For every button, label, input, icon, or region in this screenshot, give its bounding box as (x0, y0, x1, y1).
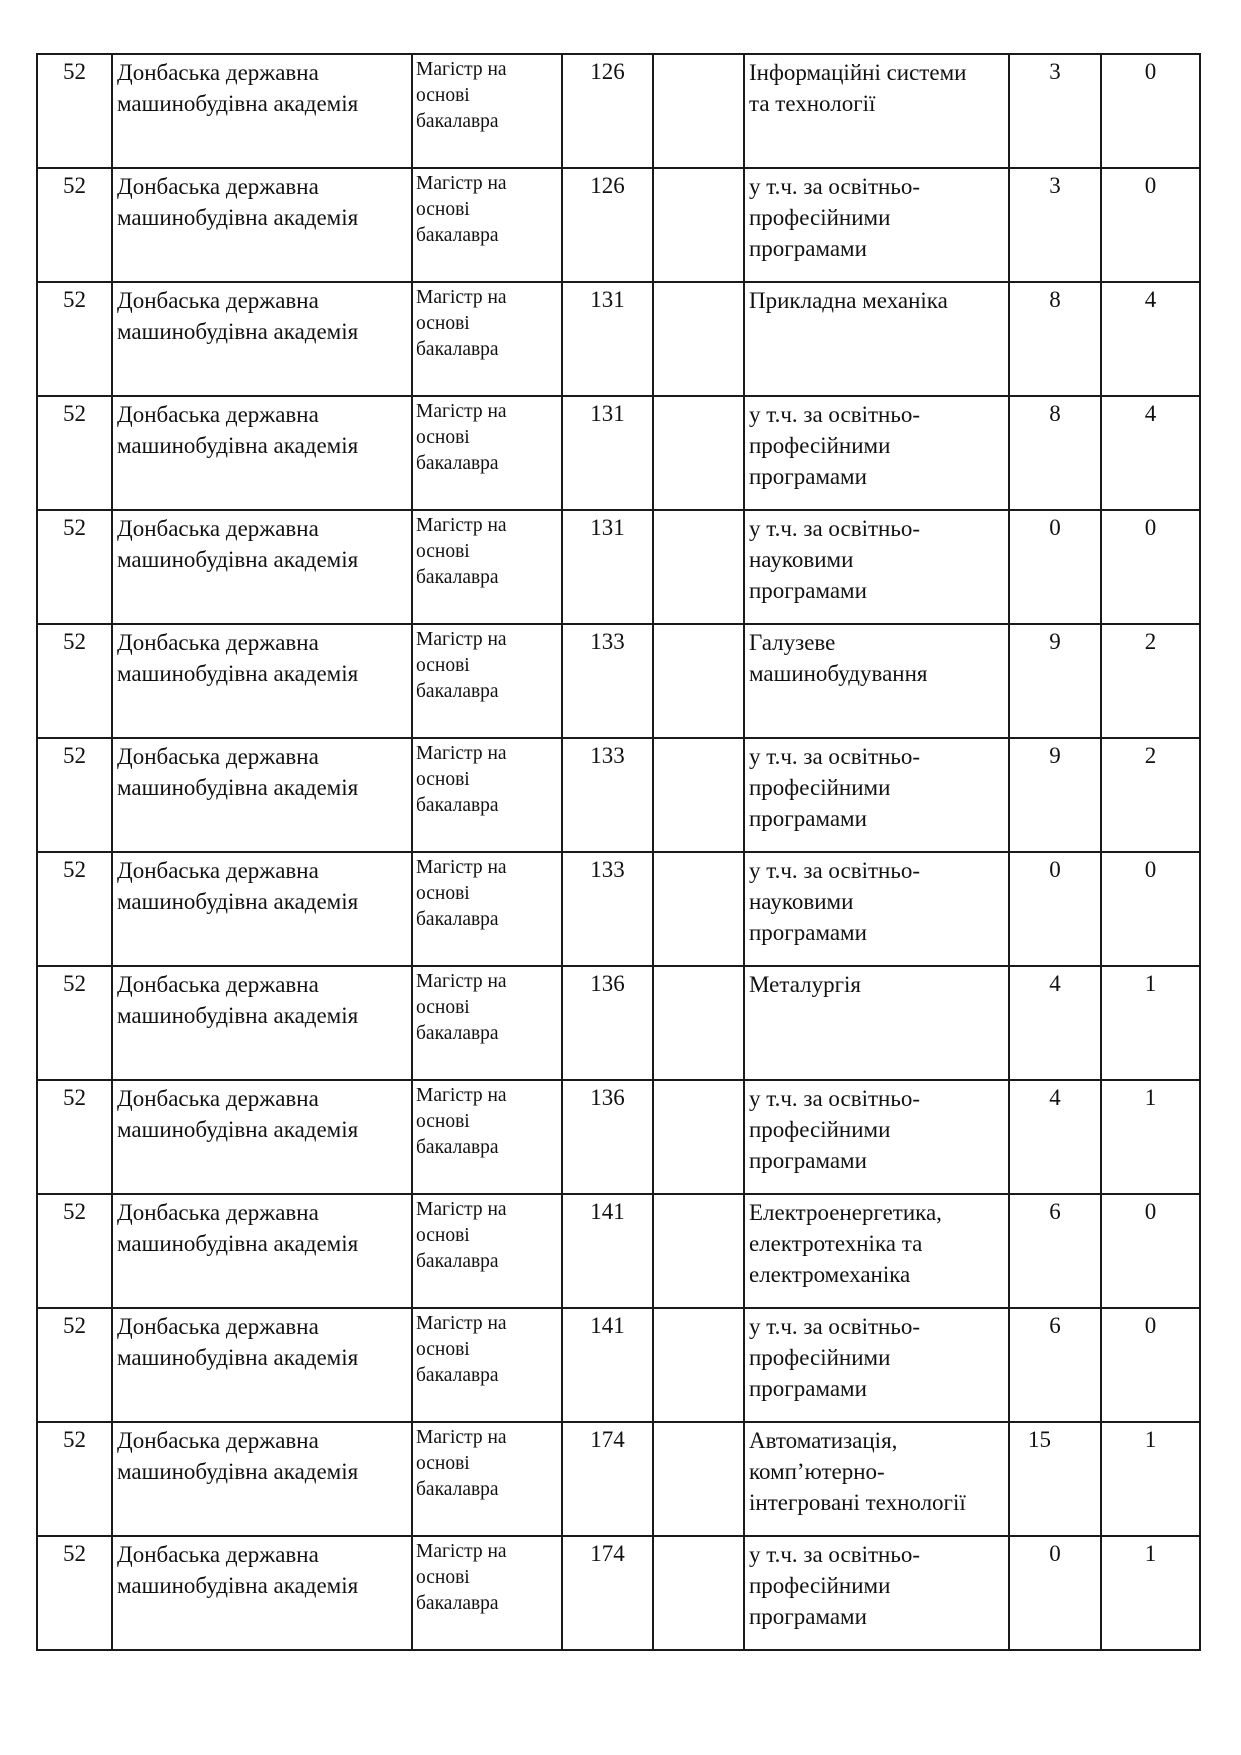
specialty-name: у т.ч. за освітньо- науковими програмами (749, 516, 920, 603)
count-a-cell (1009, 1422, 1101, 1536)
count-b: 0 (1144, 1199, 1157, 1224)
specialty-code: 136 (590, 971, 625, 996)
institution-name: Донбаська державна машинобудівна академія (117, 174, 359, 230)
count-a-cell (1009, 396, 1101, 510)
table-row (37, 966, 1200, 1080)
institution-name: Донбаська державна машинобудівна академія (117, 744, 359, 800)
institution-number: 52 (63, 173, 86, 198)
table-row (37, 282, 1200, 396)
institution-name: Донбаська державна машинобудівна академія (117, 402, 359, 458)
specialty-name-cell (744, 738, 1009, 852)
specialty-name-cell (744, 54, 1009, 168)
degree-level: Магістр на основі бакалавра (416, 401, 507, 474)
degree-level: Магістр на основі бакалавра (416, 629, 507, 702)
count-a: 0 (1049, 857, 1061, 882)
admissions-table (36, 53, 1201, 1651)
count-b-cell (1101, 852, 1200, 966)
count-b: 1 (1144, 971, 1157, 996)
institution-name: Донбаська державна машинобудівна академія (117, 630, 359, 686)
table-row (37, 738, 1200, 852)
count-b-cell (1101, 1536, 1200, 1650)
specialty-name-cell (744, 624, 1009, 738)
count-b: 1 (1144, 1085, 1157, 1110)
specialty-name-cell (744, 282, 1009, 396)
institution-name-cell (112, 1422, 412, 1536)
specialty-code: 136 (590, 1085, 625, 1110)
institution-name-cell (112, 1536, 412, 1650)
institution-name-cell (112, 738, 412, 852)
empty-value (654, 1423, 743, 1533)
table-row (37, 1080, 1200, 1194)
institution-name: Донбаська державна машинобудівна академія (117, 1200, 359, 1256)
count-a-cell (1009, 738, 1101, 852)
degree-level: Магістр на основі бакалавра (416, 1313, 507, 1386)
degree-level: Магістр на основі бакалавра (416, 971, 507, 1044)
degree-cell (412, 1536, 562, 1650)
empty-value (654, 1309, 743, 1419)
empty-cell (653, 510, 744, 624)
institution-number-cell (37, 396, 112, 510)
specialty-name: у т.ч. за освітньо- професійними програмами (749, 1542, 920, 1629)
count-b: 0 (1144, 173, 1157, 198)
empty-cell (653, 1308, 744, 1422)
count-a: 0 (1049, 1541, 1061, 1566)
specialty-code: 174 (590, 1541, 625, 1566)
degree-level: Магістр на основі бакалавра (416, 1427, 507, 1500)
institution-name: Донбаська державна машинобудівна академія (117, 1314, 359, 1370)
table-body (37, 54, 1200, 1650)
table-row (37, 54, 1200, 168)
table-row (37, 1194, 1200, 1308)
specialty-name: Галузеве машинобудування (749, 630, 928, 686)
specialty-code-cell (562, 1080, 653, 1194)
institution-name-cell (112, 1194, 412, 1308)
empty-value (654, 511, 743, 621)
specialty-name: у т.ч. за освітньо- професійними програмами (749, 1086, 920, 1173)
specialty-name-cell (744, 1080, 1009, 1194)
institution-number: 52 (63, 1541, 86, 1566)
count-a: 3 (1049, 173, 1061, 198)
institution-name: Донбаська державна машинобудівна академія (117, 1086, 359, 1142)
institution-name-cell (112, 624, 412, 738)
degree-cell (412, 1422, 562, 1536)
count-a-cell (1009, 1080, 1101, 1194)
specialty-code-cell (562, 168, 653, 282)
institution-number: 52 (63, 743, 86, 768)
count-b-cell (1101, 966, 1200, 1080)
specialty-name-cell (744, 1194, 1009, 1308)
institution-number: 52 (63, 59, 86, 84)
specialty-name: Електроенергетика, електротехніка та електромеханіка (749, 1200, 942, 1287)
count-b: 1 (1144, 1541, 1157, 1566)
table-row (37, 1308, 1200, 1422)
specialty-code-cell (562, 624, 653, 738)
institution-name: Донбаська державна машинобудівна академія (117, 288, 359, 344)
count-b: 0 (1144, 1313, 1157, 1338)
institution-number-cell (37, 1194, 112, 1308)
count-b-cell (1101, 1308, 1200, 1422)
institution-number: 52 (63, 1199, 86, 1224)
degree-cell (412, 852, 562, 966)
institution-number: 52 (63, 629, 86, 654)
degree-level: Магістр на основі бакалавра (416, 743, 507, 816)
specialty-code-cell (562, 1308, 653, 1422)
empty-value (654, 283, 743, 393)
degree-level: Магістр на основі бакалавра (416, 173, 507, 246)
count-b-cell (1101, 1080, 1200, 1194)
empty-value (654, 1537, 743, 1647)
count-a-cell (1009, 510, 1101, 624)
degree-cell (412, 510, 562, 624)
institution-name: Донбаська державна машинобудівна академія (117, 1542, 359, 1598)
count-b-cell (1101, 282, 1200, 396)
specialty-name: Автоматизація, комп’ютерно- інтегровані технології (749, 1428, 966, 1515)
degree-cell (412, 966, 562, 1080)
degree-cell (412, 1080, 562, 1194)
institution-number-cell (37, 54, 112, 168)
empty-value (654, 1081, 743, 1191)
institution-number: 52 (63, 1313, 86, 1338)
count-a: 6 (1049, 1313, 1061, 1338)
degree-cell (412, 396, 562, 510)
institution-number-cell (37, 624, 112, 738)
institution-number-cell (37, 282, 112, 396)
specialty-code: 141 (590, 1313, 625, 1338)
empty-cell (653, 54, 744, 168)
count-b: 2 (1144, 743, 1157, 768)
count-b: 2 (1144, 629, 1157, 654)
degree-level: Магістр на основі бакалавра (416, 515, 507, 588)
specialty-name: у т.ч. за освітньо- науковими програмами (749, 858, 920, 945)
institution-name: Донбаська державна машинобудівна академія (117, 60, 359, 116)
specialty-code: 133 (590, 743, 625, 768)
empty-value (654, 739, 743, 849)
specialty-name: у т.ч. за освітньо- професійними програмами (749, 174, 920, 261)
specialty-code-cell (562, 282, 653, 396)
specialty-name-cell (744, 852, 1009, 966)
degree-level: Магістр на основі бакалавра (416, 1085, 507, 1158)
count-a-cell (1009, 624, 1101, 738)
count-b: 0 (1144, 59, 1157, 84)
degree-cell (412, 624, 562, 738)
specialty-code: 174 (590, 1427, 625, 1452)
institution-number-cell (37, 1536, 112, 1650)
specialty-code: 133 (590, 857, 625, 882)
empty-cell (653, 282, 744, 396)
degree-cell (412, 1308, 562, 1422)
institution-name: Донбаська державна машинобудівна академія (117, 516, 359, 572)
specialty-code: 126 (590, 173, 625, 198)
institution-name: Донбаська державна машинобудівна академія (117, 858, 359, 914)
empty-cell (653, 624, 744, 738)
degree-level: Магістр на основі бакалавра (416, 287, 507, 360)
empty-value (654, 853, 743, 963)
specialty-name-cell (744, 168, 1009, 282)
empty-cell (653, 1194, 744, 1308)
specialty-code-cell (562, 966, 653, 1080)
specialty-code: 126 (590, 59, 625, 84)
specialty-code-cell (562, 852, 653, 966)
count-a-cell (1009, 168, 1101, 282)
specialty-name-cell (744, 396, 1009, 510)
degree-cell (412, 738, 562, 852)
count-a-cell (1009, 1308, 1101, 1422)
degree-level: Магістр на основі бакалавра (416, 857, 507, 930)
specialty-code: 131 (590, 515, 625, 540)
degree-cell (412, 168, 562, 282)
empty-cell (653, 1536, 744, 1650)
empty-cell (653, 1422, 744, 1536)
institution-number: 52 (63, 971, 86, 996)
table-row (37, 1422, 1200, 1536)
table-row (37, 852, 1200, 966)
count-a: 9 (1049, 629, 1061, 654)
specialty-code-cell (562, 1422, 653, 1536)
count-a: 6 (1049, 1199, 1061, 1224)
empty-value (654, 625, 743, 735)
empty-value (654, 397, 743, 507)
specialty-code-cell (562, 1194, 653, 1308)
specialty-name: у т.ч. за освітньо- професійними програмами (749, 402, 920, 489)
institution-name-cell (112, 396, 412, 510)
institution-number: 52 (63, 1085, 86, 1110)
table-row (37, 624, 1200, 738)
specialty-name-cell (744, 966, 1009, 1080)
specialty-code-cell (562, 510, 653, 624)
count-a: 3 (1049, 59, 1061, 84)
specialty-name: Прикладна механіка (749, 288, 948, 313)
empty-cell (653, 168, 744, 282)
degree-cell (412, 54, 562, 168)
empty-value (654, 1195, 743, 1305)
institution-number-cell (37, 168, 112, 282)
institution-name-cell (112, 966, 412, 1080)
count-a: 0 (1049, 515, 1061, 540)
institution-number-cell (37, 1308, 112, 1422)
degree-cell (412, 282, 562, 396)
count-b: 0 (1144, 857, 1157, 882)
count-b: 4 (1144, 287, 1157, 312)
institution-number: 52 (63, 1427, 86, 1452)
degree-level: Магістр на основі бакалавра (416, 59, 507, 132)
degree-level: Магістр на основі бакалавра (416, 1541, 507, 1614)
specialty-code-cell (562, 54, 653, 168)
institution-name-cell (112, 852, 412, 966)
count-a-cell (1009, 1536, 1101, 1650)
count-a: 8 (1049, 401, 1061, 426)
institution-number: 52 (63, 401, 86, 426)
count-a-cell (1009, 1194, 1101, 1308)
specialty-name-cell (744, 1536, 1009, 1650)
table-row (37, 396, 1200, 510)
count-b: 0 (1144, 515, 1157, 540)
degree-level: Магістр на основі бакалавра (416, 1199, 507, 1272)
count-b-cell (1101, 510, 1200, 624)
institution-number: 52 (63, 857, 86, 882)
count-b-cell (1101, 168, 1200, 282)
count-a: 8 (1049, 287, 1061, 312)
count-b-cell (1101, 54, 1200, 168)
table-row (37, 168, 1200, 282)
specialty-code-cell (562, 738, 653, 852)
count-a: 9 (1049, 743, 1061, 768)
table-row (37, 1536, 1200, 1650)
count-a-cell (1009, 966, 1101, 1080)
count-a-cell (1009, 852, 1101, 966)
count-b: 4 (1144, 401, 1157, 426)
empty-cell (653, 1080, 744, 1194)
empty-cell (653, 396, 744, 510)
institution-number-cell (37, 966, 112, 1080)
count-b-cell (1101, 624, 1200, 738)
institution-name-cell (112, 168, 412, 282)
count-a-cell (1009, 282, 1101, 396)
empty-cell (653, 738, 744, 852)
institution-number-cell (37, 852, 112, 966)
count-b-cell (1101, 396, 1200, 510)
count-a: 4 (1049, 1085, 1061, 1110)
institution-name-cell (112, 54, 412, 168)
specialty-name: Металургія (749, 972, 861, 997)
institution-number: 52 (63, 515, 86, 540)
specialty-name-cell (744, 1308, 1009, 1422)
specialty-name-cell (744, 510, 1009, 624)
institution-name: Донбаська державна машинобудівна академія (117, 972, 359, 1028)
empty-value (654, 55, 743, 165)
specialty-name: Інформаційні системи та технології (749, 60, 967, 116)
specialty-code: 133 (590, 629, 625, 654)
empty-cell (653, 852, 744, 966)
specialty-name: у т.ч. за освітньо- професійними програмами (749, 1314, 920, 1401)
count-b: 1 (1144, 1427, 1157, 1452)
institution-name-cell (112, 282, 412, 396)
specialty-code: 131 (590, 401, 625, 426)
specialty-code-cell (562, 396, 653, 510)
institution-name-cell (112, 510, 412, 624)
count-a: 4 (1049, 971, 1061, 996)
empty-value (654, 967, 743, 1077)
specialty-name-cell (744, 1422, 1009, 1536)
institution-number-cell (37, 1422, 112, 1536)
table-row (37, 510, 1200, 624)
institution-number-cell (37, 1080, 112, 1194)
institution-number-cell (37, 510, 112, 624)
degree-cell (412, 1194, 562, 1308)
specialty-code: 131 (590, 287, 625, 312)
institution-number-cell (37, 738, 112, 852)
specialty-code-cell (562, 1536, 653, 1650)
count-b-cell (1101, 738, 1200, 852)
institution-name-cell (112, 1080, 412, 1194)
specialty-code: 141 (590, 1199, 625, 1224)
empty-value (654, 169, 743, 279)
count-a: 15 (1028, 1427, 1051, 1452)
institution-number: 52 (63, 287, 86, 312)
count-b-cell (1101, 1422, 1200, 1536)
count-a-cell (1009, 54, 1101, 168)
specialty-name: у т.ч. за освітньо- професійними програмами (749, 744, 920, 831)
empty-cell (653, 966, 744, 1080)
institution-name: Донбаська державна машинобудівна академія (117, 1428, 359, 1484)
count-b-cell (1101, 1194, 1200, 1308)
institution-name-cell (112, 1308, 412, 1422)
